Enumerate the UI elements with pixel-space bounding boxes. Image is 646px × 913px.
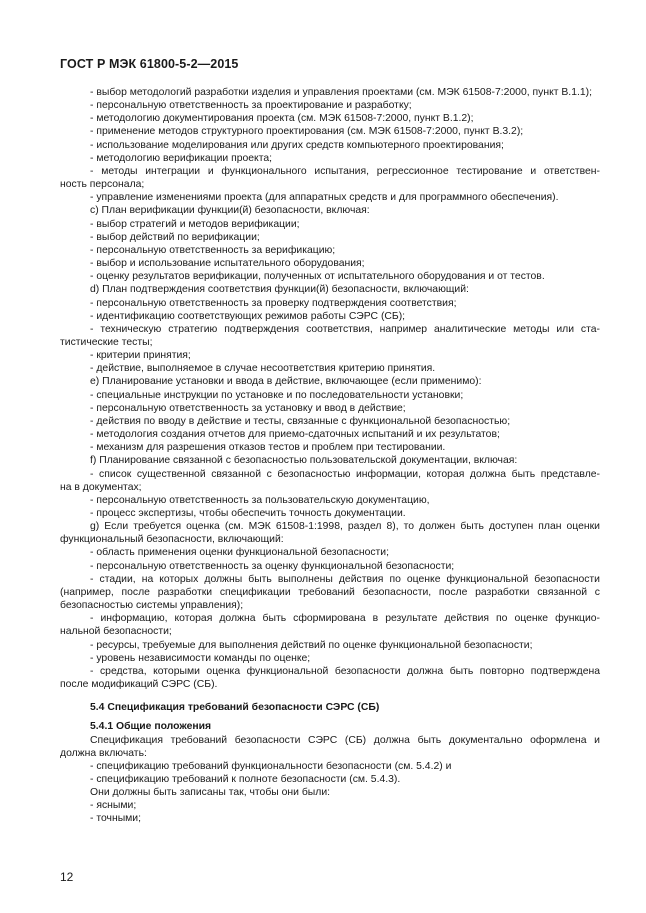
section-heading: 5.4 Спецификация требований безопасности СЭРС (СБ) [90,702,380,714]
list-item: - идентификацию соответствующих режимов работы СЭРС (СБ); [90,310,406,322]
list-item: - персональную ответственность за верификацию; [90,244,336,256]
list-item: - управление изменениями проекта (для аппаратных средств и для программного обеспечения). [90,192,559,204]
list-item: - стадии, на которых должны быть выполнены действия по оценке функциональной безопасности [90,573,600,585]
list-item-continuation: тистические тесты; [60,336,153,348]
list-item: - действия по вводу в действие и тесты, связанные с функциональной безопасностью; [90,415,511,427]
list-item: - выбор и использование испытательного оборудования; [90,258,365,270]
list-item: - действие, выполняемое в случае несоответствия критерию принятия. [90,363,436,375]
list-item-continuation: на в документах; [60,481,142,493]
list-item: - спецификацию требований к полноте безопасности (см. 5.4.3). [90,773,401,785]
list-item-continuation: после модификаций СЭРС (СБ). [60,679,218,691]
list-item: - выбор методологий разработки изделия и управления проектами (см. МЭК 61508-7:2000, пункт В.1.1); [90,87,592,98]
list-item-continuation: ность персонала; [60,179,145,191]
paragraph: Спецификация требований безопасности СЭРС (СБ) должна быть документально оформлена и [90,734,600,746]
paragraph-continuation: должна включать: [60,747,147,759]
list-item: - средства, которыми оценка функциональной безопасности должна быть повторно подтверждена [90,665,600,677]
list-item: - уровень независимости команды по оценке; [90,652,311,664]
plan-item-d: d) План подтверждения соответствия функции(й) безопасности, включающий: [90,284,469,296]
list-item: - спецификацию требований функциональности безопасности (см. 5.4.2) и [90,760,452,772]
list-item: - специальные инструкции по установке и по последовательности установки; [90,389,464,401]
list-item-continuation: функциональный безопасности, включающий: [60,534,284,546]
list-item: - методы интеграции и функционального испытания, регрессионное тестирование и ответствен- [90,165,600,177]
list-item-continuation: безопасностью системы управления); [60,600,244,612]
document-body [60,86,600,826]
list-item: - оценку результатов верификации, полученных от испытательного оборудования и от тестов. [90,271,545,283]
list-item: - персональную ответственность за установку и ввод в действие; [90,402,406,414]
page-number: 12 [60,870,74,884]
list-item: - выбор стратегий и методов верификации; [90,218,300,230]
list-item: - область применения оценки функциональной безопасности; [90,547,389,559]
list-item: - процесс экспертизы, чтобы обеспечить точность документации. [90,508,406,519]
list-item: - ресурсы, требуемые для выполнения действий по оценке функциональной безопасности; [90,639,533,651]
list-item: - использование моделирования или других средств компьютерного проектирования; [90,139,504,151]
plan-item-c: c) План верификации функции(й) безопасности, включая: [90,205,370,217]
list-item: - методологию верификации проекта; [90,152,273,164]
list-item: - критерии принятия; [90,350,191,362]
list-item: - персональную ответственность за оценку функциональной безопасности; [90,560,455,572]
plan-item-e: e) Планирование установки и ввода в действие, включающее (если применимо): [90,376,482,388]
list-item: - персональную ответственность за проектирование и разработку; [90,100,412,112]
list-item: - механизм для разрешения отказов тестов и проблем при тестировании. [90,442,446,454]
list-item: - список существенной связанной с безопасностью информации, которая должна быть представле- [90,468,600,480]
list-item: - персональную ответственность за пользовательскую документацию, [90,494,430,506]
list-item: - ясными; [90,800,137,812]
list-item: - методология создания отчетов для приемо-сдаточных испытаний и их результатов; [90,429,500,441]
subsection-heading: 5.4.1 Общие положения [90,721,212,733]
list-item-continuation: нальной безопасности; [60,626,172,638]
document-header: ГОСТ Р МЭК 61800-5-2—2015 [60,57,239,71]
list-item: - информацию, которая должна быть сформирована в результате действия по оценке функцио- [90,613,600,625]
paragraph: Они должны быть записаны так, чтобы они были: [90,787,331,799]
list-item: - методологию документирования проекта (см. МЭК 61508-7:2000, пункт В.1.2); [90,113,474,125]
plan-item-f: f) Планирование связанной с безопасностью пользовательской документации, включая: [90,455,518,467]
list-item: - персональную ответственность за проверку подтверждения соответствия; [90,297,457,309]
list-item: - выбор действий по верификации; [90,231,260,243]
list-item-continuation: (например, после разработки спецификации требований безопасности, после разработки связанной с [60,586,600,598]
list-item: - точными; [90,813,141,825]
list-item: - применение методов структурного проектирования (см. МЭК 61508-7:2000, пункт В.3.2); [90,126,524,138]
list-item: - техническую стратегию подтверждения соответствия, например аналитические методы или ста- [90,323,600,335]
spacer [60,691,600,701]
plan-item-g: g) Если требуется оценка (см. МЭК 61508-1:1998, раздел 8), то должен быть доступен план оценки [90,521,600,533]
